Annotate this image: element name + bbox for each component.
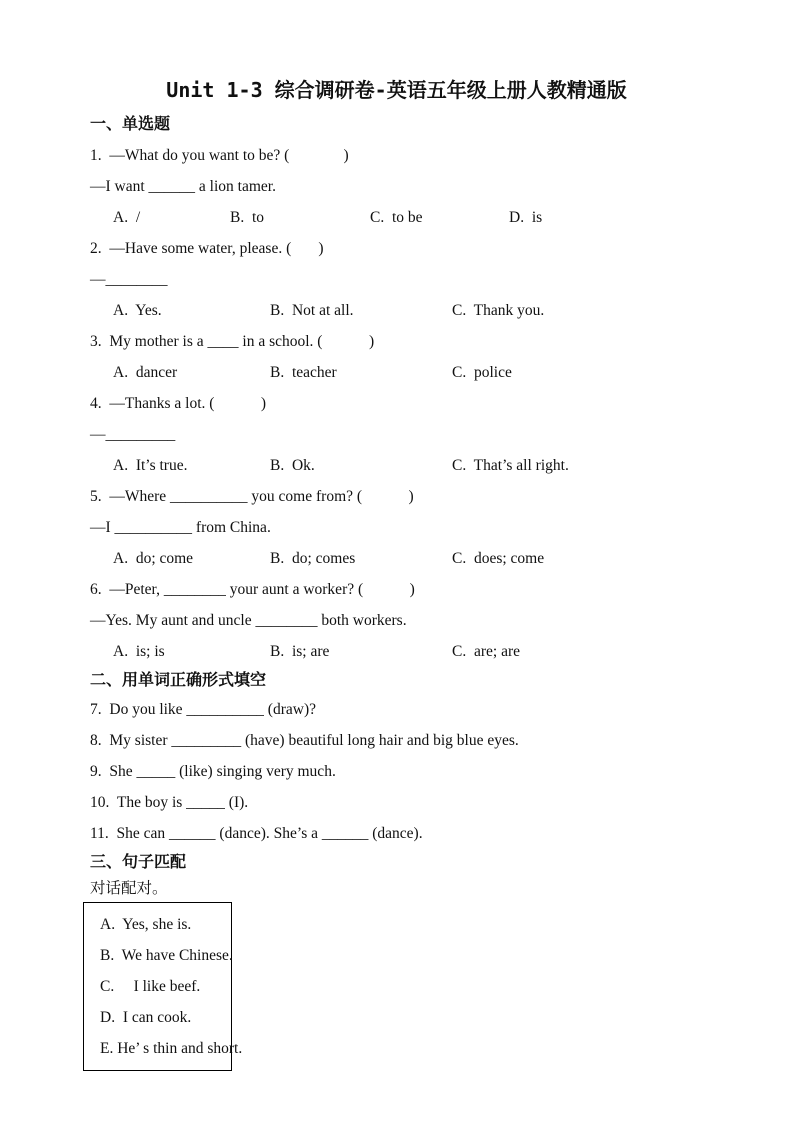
- q2-options-row: [90, 295, 733, 326]
- q2-option-b: B. Not at all.: [270, 302, 354, 319]
- page-title: Unit 1-3 综合调研卷-英语五年级上册人教精通版: [166, 78, 627, 102]
- q2-option-c: C. Thank you.: [452, 302, 545, 319]
- q4-option-a: A. It’s true.: [113, 457, 188, 474]
- q1-option-d: D. is: [509, 209, 543, 226]
- q5-options-row: [90, 543, 733, 574]
- q1-option-c: C. to be: [370, 209, 423, 226]
- q5-option-a: A. do; come: [113, 550, 194, 567]
- q5-option-c: C. does; come: [452, 550, 545, 567]
- q5-option-b: B. do; comes: [270, 550, 356, 567]
- q6-options-row: [90, 636, 733, 667]
- q5-line-1: 5. —Where __________ you come from? ( ): [90, 488, 414, 505]
- section-1-heading: 一、单选题: [90, 116, 171, 133]
- q1-line-2: —I want ______ a lion tamer.: [90, 178, 276, 195]
- q2-line-2: —________: [90, 271, 168, 288]
- q6-option-c: C. are; are: [452, 643, 520, 660]
- q1-option-a: A. /: [113, 209, 141, 226]
- match-option-a: A. Yes, she is.: [100, 916, 192, 933]
- q4-option-c: C. That’s all right.: [452, 457, 569, 474]
- q3-option-a: A. dancer: [113, 364, 178, 381]
- q3-option-c: C. police: [452, 364, 512, 381]
- q4-line-2: —_________: [90, 426, 176, 443]
- q7-line: 7. Do you like __________ (draw)?: [90, 701, 316, 718]
- q5-line-2: —I __________ from China.: [90, 519, 271, 536]
- q3-line-1: 3. My mother is a ____ in a school. ( ): [90, 333, 375, 350]
- q6-option-a: A. is; is: [113, 643, 165, 660]
- q1-line-1: 1. —What do you want to be? ( ): [90, 147, 349, 164]
- matching-instructions: 对话配对。: [90, 880, 168, 897]
- q3-options-row: [90, 357, 733, 388]
- q3-option-b: B. teacher: [270, 364, 337, 381]
- match-option-e: E. He’ s thin and short.: [100, 1040, 243, 1057]
- q8-line: 8. My sister _________ (have) beautiful long hair and big blue eyes.: [90, 732, 519, 749]
- q4-line-1: 4. —Thanks a lot. ( ): [90, 395, 267, 412]
- q11-line: 11. She can ______ (dance). She’s a ______ (dance).: [90, 825, 423, 842]
- q1-option-b: B. to: [230, 209, 265, 226]
- q9-line: 9. She _____ (like) singing very much.: [90, 763, 336, 780]
- match-option-b: B. We have Chinese.: [100, 947, 233, 964]
- q10-line: 10. The boy is _____ (I).: [90, 794, 249, 811]
- q1-options-row: [90, 202, 733, 233]
- q6-line-1: 6. —Peter, ________ your aunt a worker? ( ): [90, 581, 415, 598]
- match-option-c: C. I like beef.: [100, 978, 201, 995]
- matching-options-box: [83, 902, 243, 1071]
- q2-line-1: 2. —Have some water, please. ( ): [90, 240, 324, 257]
- section-2-heading: 二、用单词正确形式填空: [90, 672, 267, 689]
- q2-option-a: A. Yes.: [113, 302, 162, 319]
- match-option-d: D. I can cook.: [100, 1009, 192, 1026]
- q6-option-b: B. is; are: [270, 643, 330, 660]
- section-3-heading: 三、句子匹配: [90, 854, 187, 871]
- q4-option-b: B. Ok.: [270, 457, 315, 474]
- q6-line-2: —Yes. My aunt and uncle ________ both workers.: [90, 612, 407, 629]
- q4-options-row: [90, 450, 733, 481]
